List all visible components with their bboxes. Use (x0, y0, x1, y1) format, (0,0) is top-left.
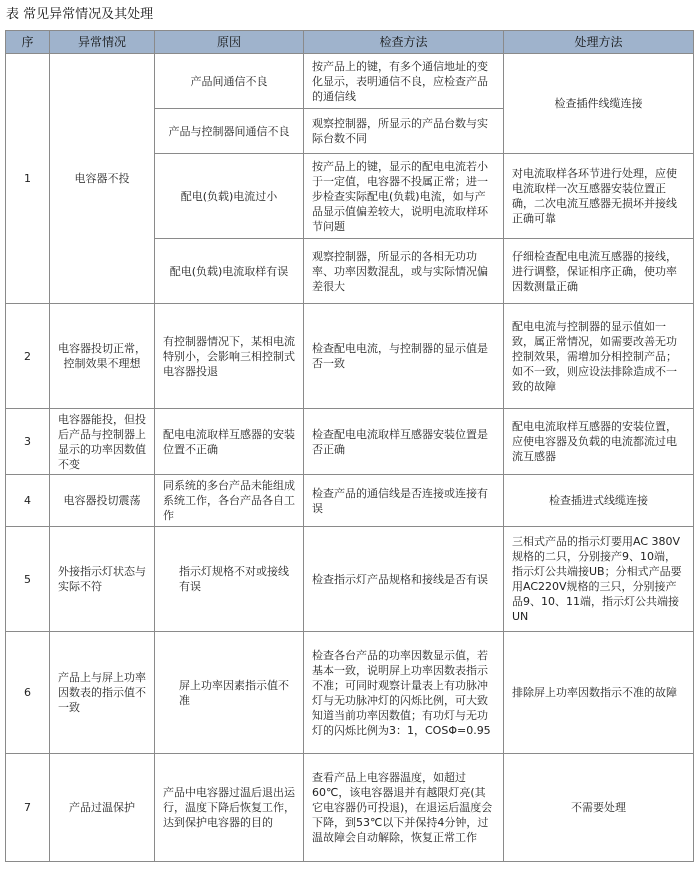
row-no: 4 (6, 475, 50, 527)
table-row (6, 54, 694, 109)
table-row (6, 475, 694, 527)
row-no: 5 (6, 527, 50, 632)
faults-table (5, 30, 694, 862)
row-handle: 对电流取样各环节进行处理，应使电流取样一次互感器安装位置正确，二次电流互感器无损坏并接线正确可靠 (504, 154, 694, 239)
row-handle: 检查插件线缆连接 (504, 54, 694, 154)
row-issue: 电容器不投 (50, 54, 155, 304)
row-issue: 电容器能投，但投后产品与控制器上显示的功率因数值不变 (50, 409, 155, 475)
row-no: 7 (6, 754, 50, 862)
header-cause: 原因 (155, 31, 304, 54)
row-cause: 同系统的多台产品未能组成系统工作，各台产品各自工作 (155, 475, 304, 527)
row-check: 查看产品上电容器温度，如超过60℃，该电容器退并有越限灯亮(其它电容器仍可投退)，在退运后温度会下降，到53℃以下并保持4分钟，过温故障会自动解除，恢复正常工作 (304, 754, 504, 862)
row-check: 检查产品的通信线是否连接或连接有误 (304, 475, 504, 527)
row-check: 检查配电电流，与控制器的显示值是否一致 (304, 304, 504, 409)
header-handle: 处理方法 (504, 31, 694, 54)
row-handle: 不需要处理 (504, 754, 694, 862)
table-row (6, 409, 694, 475)
table-row (6, 632, 694, 754)
row-cause: 产品中电容器过温后退出运行，温度下降后恢复工作，达到保护电容器的目的 (155, 754, 304, 862)
row-handle: 三相式产品的指示灯要用AC 380V规格的二只，分别接产9、10端，指示灯公共端接UB；分相式产品要用AC220V规格的三只，分别接产品9、10、11端，指示灯公共端接UN (504, 527, 694, 632)
row-check: 按产品上的键，显示的配电电流若小于一定值，电容器不投属正常；进一步检查实际配电(负载)电流，如与产品显示值偏差较大，说明电流取样环节问题 (304, 154, 504, 239)
row-handle: 配电电流与控制器的显示值如一致，属正常情况，如需要改善无功控制效果，需增加分相控制产品；如不一致，则应设法排除造成不一致的故障 (504, 304, 694, 409)
table-row (6, 527, 694, 632)
row-cause: 配电(负载)电流过小 (155, 154, 304, 239)
header-no: 序 (6, 31, 50, 54)
row-check: 检查配电电流取样互感器安装位置是否正确 (304, 409, 504, 475)
row-no: 3 (6, 409, 50, 475)
row-cause: 产品与控制器间通信不良 (155, 109, 304, 154)
row-check: 观察控制器，所显示的各相无功功率、功率因数混乱，或与实际情况偏差很大 (304, 239, 504, 304)
row-handle: 排除屏上功率因数指示不准的故障 (504, 632, 694, 754)
row-handle: 配电电流取样互感器的安装位置，应使电容器及负载的电流都流过电流互感器 (504, 409, 694, 475)
header-row (6, 31, 694, 54)
row-no: 1 (6, 54, 50, 304)
row-issue: 产品上与屏上功率因数表的指示值不一致 (50, 632, 155, 754)
table-row (6, 304, 694, 409)
row-no: 2 (6, 304, 50, 409)
row-check: 检查指示灯产品规格和接线是否有误 (304, 527, 504, 632)
row-handle: 检查插进式线缆连接 (504, 475, 694, 527)
table-title: 表 常见异常情况及其处理 (6, 7, 154, 22)
row-check: 观察控制器，所显示的产品台数与实际台数不同 (304, 109, 504, 154)
row-cause: 配电电流取样互感器的安装位置不正确 (155, 409, 304, 475)
row-issue: 产品过温保护 (50, 754, 155, 862)
row-issue: 电容器投切震荡 (50, 475, 155, 527)
row-issue: 电容器投切正常，控制效果不理想 (50, 304, 155, 409)
row-cause: 有控制器情况下，某相电流特别小，会影响三相控制式电容器投退 (155, 304, 304, 409)
header-issue: 异常情况 (50, 31, 155, 54)
row-cause: 配电(负载)电流取样有误 (155, 239, 304, 304)
row-check: 按产品上的键，有多个通信地址的变化显示，表明通信不良，应检查产品的通信线 (304, 54, 504, 109)
row-no: 6 (6, 632, 50, 754)
row-cause: 屏上功率因素指示值不准 (155, 632, 304, 754)
row-check: 检查各台产品的功率因数显示值，若基本一致，说明屏上功率因数表指示不准；可同时观察计量表上有功脉冲灯与无功脉冲灯的闪烁比例，可大致知道当前功率因数值；有功灯与无功灯的闪烁比例为3：1，COSΦ=0.95 (304, 632, 504, 754)
row-cause: 指示灯规格不对或接线有误 (155, 527, 304, 632)
row-issue: 外接指示灯状态与实际不符 (50, 527, 155, 632)
table-row (6, 754, 694, 862)
row-handle: 仔细检查配电电流互感器的接线，进行调整，保证相序正确，使功率因数测量正确 (504, 239, 694, 304)
header-check: 检查方法 (304, 31, 504, 54)
row-cause: 产品间通信不良 (155, 54, 304, 109)
